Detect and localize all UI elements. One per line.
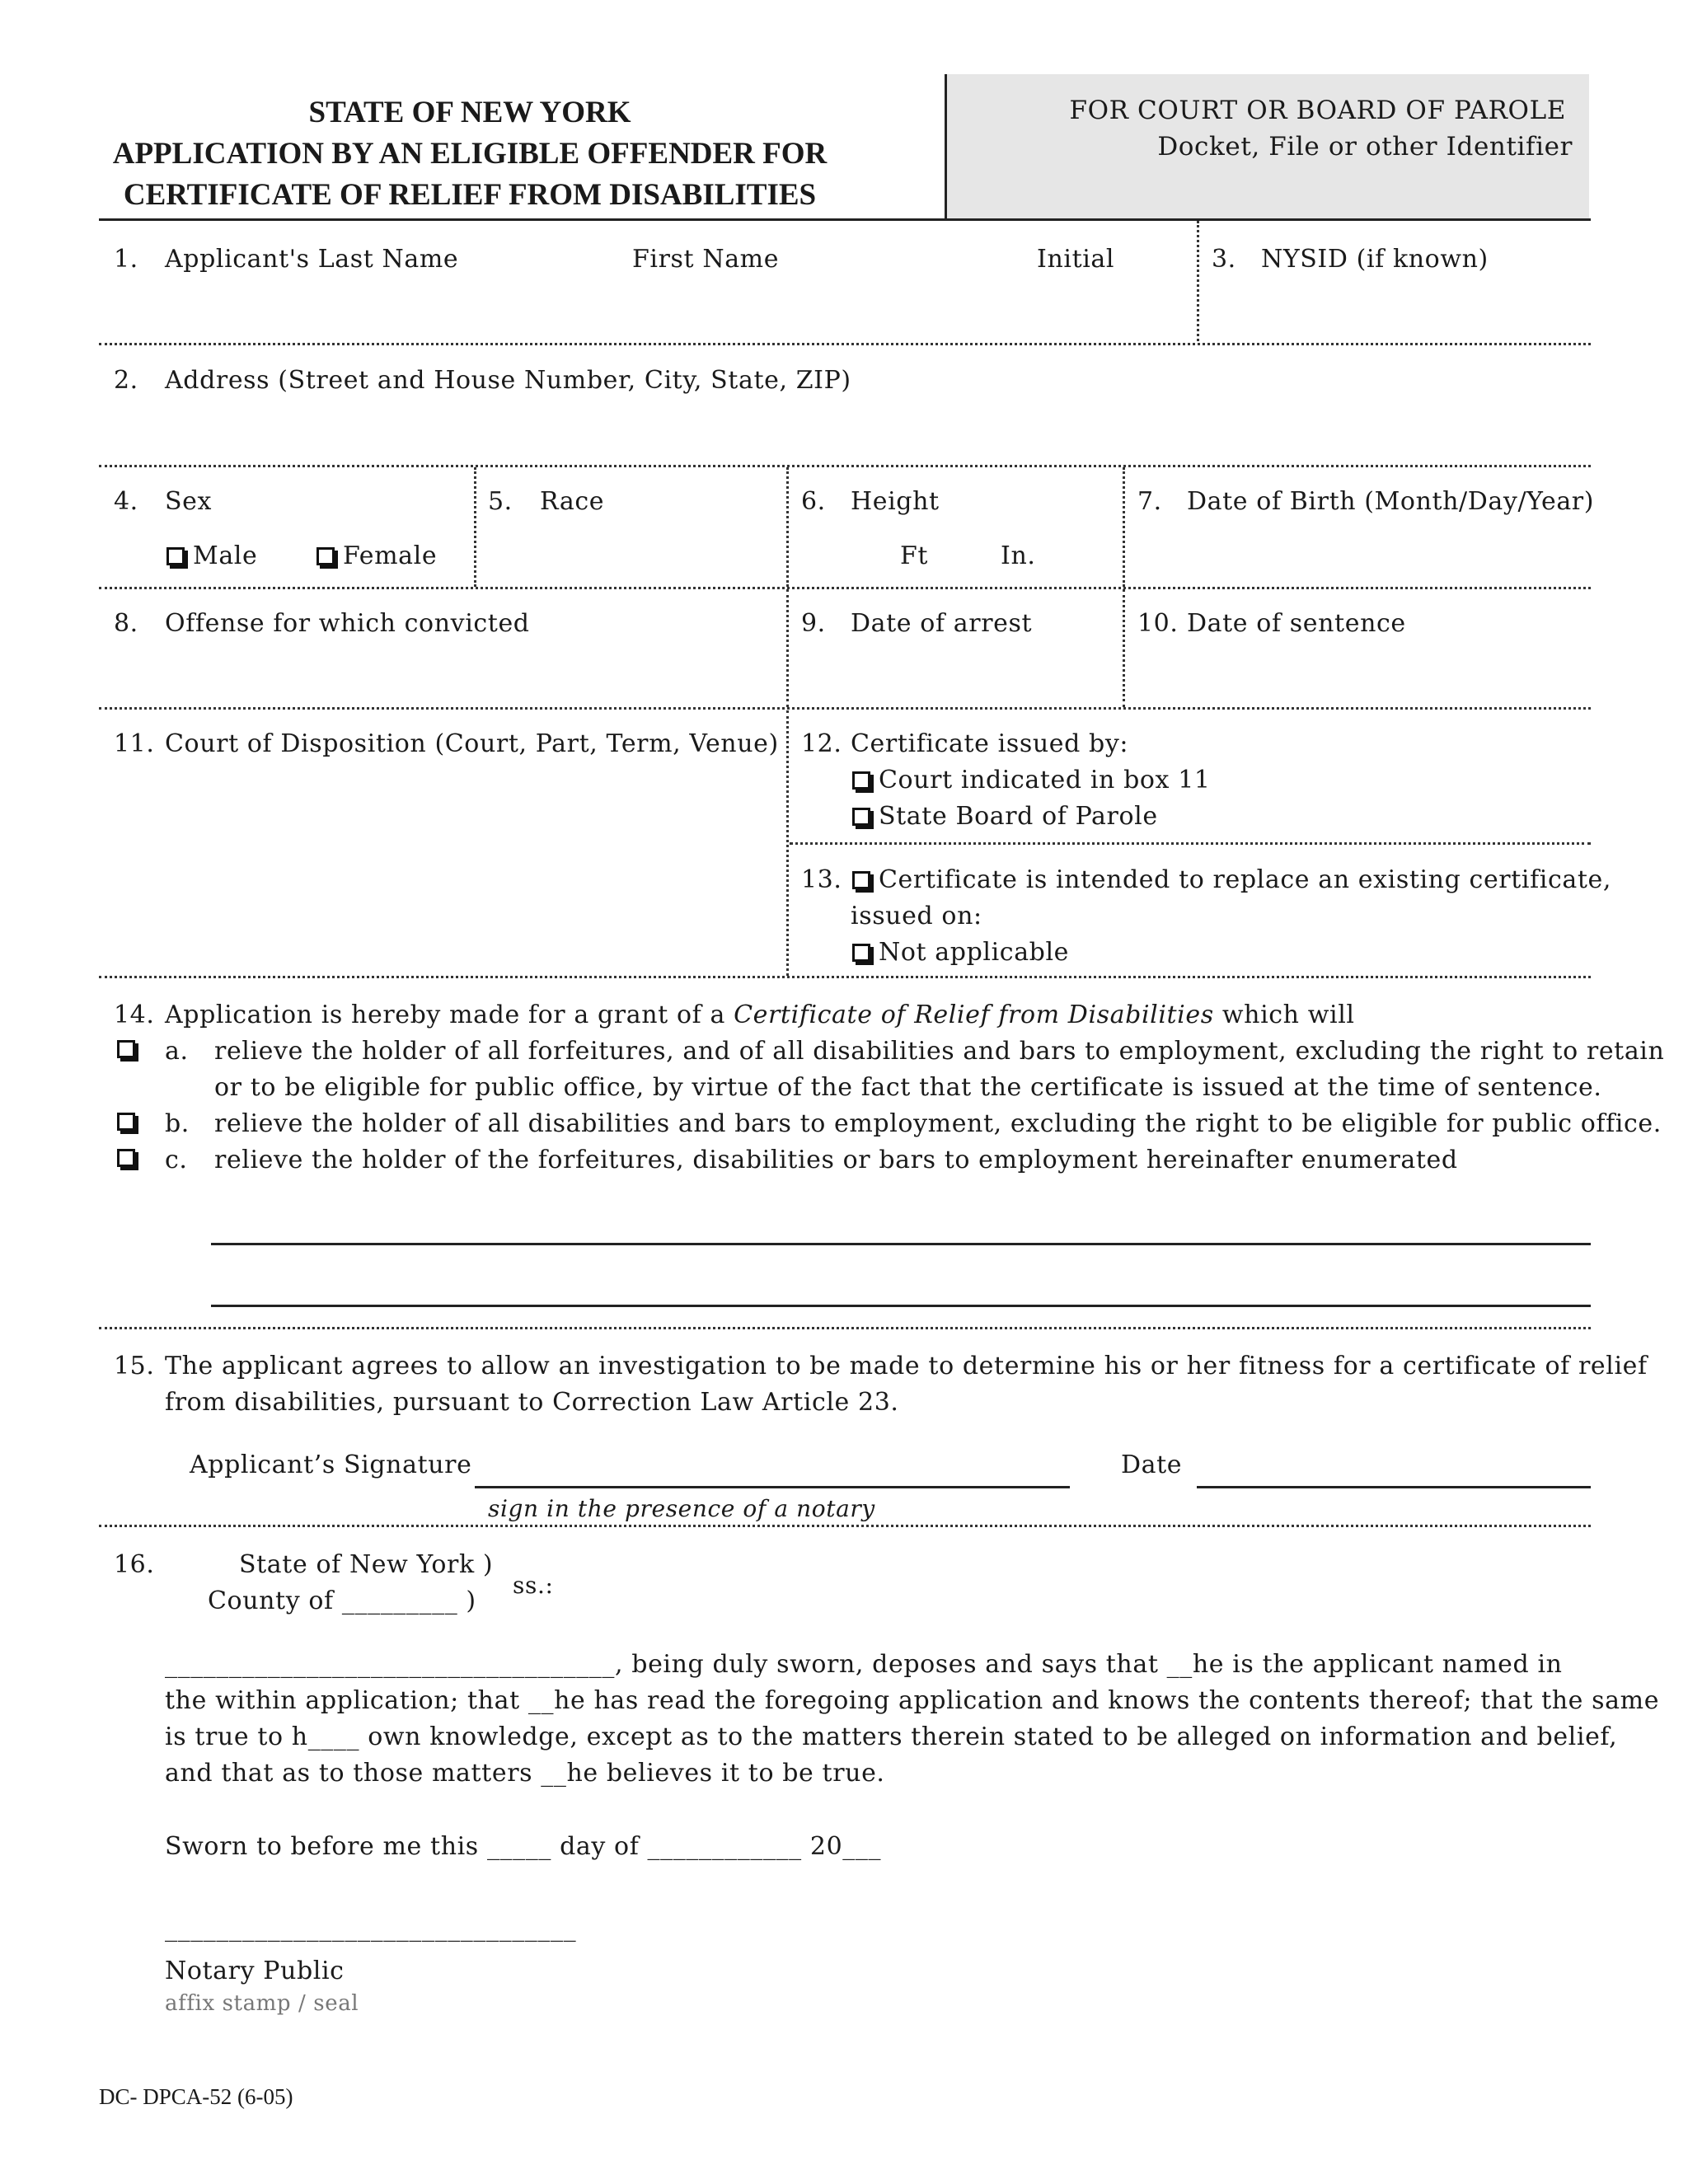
stamp-seal-note: affix stamp / seal xyxy=(165,1991,359,2016)
affidavit-line-1: ___________________________________, being duly sworn, deposes and says that __he is the applicant named in xyxy=(165,1650,1563,1679)
date-of-arrest-label: Date of arrest xyxy=(851,609,1033,638)
field-11-number: 11. xyxy=(114,729,155,758)
section-15-line1: The applicant agrees to allow an investigation to be made to determine his or her fitness for a certificate of relief xyxy=(165,1352,1648,1380)
height-in-label: In. xyxy=(1001,541,1036,570)
issued-on-label: issued on: xyxy=(851,902,982,930)
option-b-checkbox[interactable] xyxy=(117,1113,135,1131)
nysid-label: NYSID (if known) xyxy=(1261,245,1489,274)
parole-option-label: State Board of Parole xyxy=(879,802,1158,831)
court-box-title: FOR COURT OR BOARD OF PAROLE xyxy=(1069,96,1566,125)
option-a-text-line2: or to be eligible for public office, by virtue of the fact that the certificate is issued at the time of sentence. xyxy=(214,1073,1602,1102)
option-a-checkbox[interactable] xyxy=(117,1040,135,1058)
court-checkbox[interactable] xyxy=(852,771,870,790)
intro-italic: Certificate of Relief from Disabilities xyxy=(734,1001,1214,1029)
divider xyxy=(99,343,1591,345)
replace-certificate-label: Certificate is intended to replace an existing certificate, xyxy=(879,865,1612,894)
offense-label: Offense for which convicted xyxy=(165,609,530,638)
issued-by-court-option[interactable] xyxy=(852,762,1211,799)
field-3-number: 3. xyxy=(1212,245,1236,274)
divider xyxy=(99,707,1591,710)
form-title-line3: CERTIFICATE OF RELIEF FROM DISABILITIES xyxy=(123,178,817,212)
sex-male-option[interactable] xyxy=(166,538,257,574)
section-16-number: 16. xyxy=(114,1550,155,1579)
field-4-number: 4. xyxy=(114,487,138,516)
divider xyxy=(786,467,789,587)
male-label: Male xyxy=(193,541,258,570)
field-12-number: 12. xyxy=(801,729,842,758)
address-field[interactable] xyxy=(99,346,1591,463)
divider xyxy=(99,976,1591,978)
address-label: Address (Street and House Number, City, State, ZIP) xyxy=(165,366,851,395)
section-15-number: 15. xyxy=(114,1352,155,1380)
intro-post: which will xyxy=(1213,1001,1355,1029)
enumerated-line-1[interactable] xyxy=(211,1243,1591,1245)
venue-state: State of New York ) xyxy=(239,1550,494,1579)
field-13-number: 13. xyxy=(801,865,842,894)
issued-by-parole-option[interactable] xyxy=(852,799,1158,835)
section-14-number: 14. xyxy=(114,1001,155,1029)
applicant-name-field[interactable] xyxy=(99,221,1195,341)
option-a-letter: a. xyxy=(165,1037,189,1066)
divider xyxy=(474,467,476,587)
divider xyxy=(786,589,789,707)
intro-pre: Application is hereby made for a grant of a xyxy=(165,1001,734,1029)
court-identifier-box[interactable] xyxy=(946,74,1589,218)
applicant-signature-label: Applicant’s Signature xyxy=(190,1451,472,1479)
notary-signature-line[interactable]: ________________________________ xyxy=(165,1914,577,1943)
date-of-birth-label: Date of Birth (Month/Day/Year) xyxy=(1187,487,1595,516)
court-option-label: Court indicated in box 11 xyxy=(879,766,1211,794)
header-vertical-divider xyxy=(945,74,947,221)
male-checkbox[interactable] xyxy=(166,547,185,565)
height-field[interactable] xyxy=(790,467,1121,587)
female-checkbox[interactable] xyxy=(316,547,335,565)
option-c-text: relieve the holder of the forfeitures, disabilities or bars to employment hereinafter enumerated xyxy=(214,1146,1458,1174)
date-label: Date xyxy=(1121,1451,1183,1479)
form-title-state: STATE OF NEW YORK xyxy=(308,96,631,129)
not-applicable-label: Not applicable xyxy=(879,938,1070,967)
option-b-letter: b. xyxy=(165,1109,190,1138)
field-2-number: 2. xyxy=(114,366,138,395)
date-of-arrest-field[interactable] xyxy=(790,589,1121,707)
option-b-text: relieve the holder of all disabilities and bars to employment, excluding the right to be eligible for public office. xyxy=(214,1109,1662,1138)
applicant-last-name-label: Applicant's Last Name xyxy=(165,245,459,274)
sex-female-option[interactable] xyxy=(316,538,437,574)
affidavit-line-4: and that as to those matters __he believes it to be true. xyxy=(165,1759,885,1788)
field-7-number: 7. xyxy=(1137,487,1162,516)
divider xyxy=(99,1327,1591,1329)
field-9-number: 9. xyxy=(801,609,826,638)
field-10-number: 10. xyxy=(1137,609,1179,638)
form-title-line2: APPLICATION BY AN ELIGIBLE OFFENDER FOR xyxy=(112,137,828,171)
field-8-number: 8. xyxy=(114,609,138,638)
first-name-label: First Name xyxy=(632,245,780,274)
section-14-intro xyxy=(165,997,1355,1033)
height-ft-label: Ft xyxy=(900,541,929,570)
affidavit-line-3: is true to h____ own knowledge, except as to the matters therein stated to be alleged on information and belief, xyxy=(165,1722,1618,1751)
not-applicable-option[interactable] xyxy=(852,935,1069,971)
female-label: Female xyxy=(343,541,438,570)
option-c-letter: c. xyxy=(165,1146,188,1174)
initial-label: Initial xyxy=(1037,245,1115,274)
replace-certificate-option[interactable] xyxy=(852,862,1611,898)
date-of-sentence-label: Date of sentence xyxy=(1187,609,1406,638)
notary-public-label: Notary Public xyxy=(165,1957,345,1985)
venue-county: County of _________ ) xyxy=(208,1586,476,1615)
height-label: Height xyxy=(851,487,940,516)
replace-certificate-checkbox[interactable] xyxy=(852,871,870,889)
race-field[interactable] xyxy=(478,467,783,587)
field-1-number: 1. xyxy=(114,245,138,274)
nysid-field[interactable] xyxy=(1200,221,1591,341)
enumerated-line-2[interactable] xyxy=(211,1305,1591,1307)
divider xyxy=(99,1525,1591,1527)
date-of-birth-field[interactable] xyxy=(1126,467,1591,587)
ss-label: ss.: xyxy=(513,1572,554,1599)
court-of-disposition-field[interactable] xyxy=(99,710,783,974)
form-id: DC- DPCA-52 (6-05) xyxy=(99,2084,293,2109)
section-15-line2: from disabilities, pursuant to Correction Law Article 23. xyxy=(165,1388,899,1417)
not-applicable-checkbox[interactable] xyxy=(852,944,870,962)
divider xyxy=(790,842,1591,845)
divider xyxy=(1123,589,1125,707)
parole-checkbox[interactable] xyxy=(852,808,870,826)
applicant-signature-line[interactable] xyxy=(475,1486,1070,1488)
sign-note: sign in the presence of a notary xyxy=(488,1495,875,1522)
field-6-number: 6. xyxy=(801,487,826,516)
race-label: Race xyxy=(540,487,605,516)
divider xyxy=(1197,221,1199,341)
court-box-subtitle: Docket, File or other Identifier xyxy=(1157,132,1573,162)
offense-field[interactable] xyxy=(99,589,783,707)
option-c-checkbox[interactable] xyxy=(117,1149,135,1167)
divider xyxy=(1123,467,1125,587)
sworn-statement: Sworn to before me this _____ day of ____________ 20___ xyxy=(165,1832,882,1861)
option-a-text-line1: relieve the holder of all forfeitures, and of all disabilities and bars to employment, excluding the right to retain xyxy=(214,1037,1665,1066)
divider xyxy=(786,710,789,976)
field-5-number: 5. xyxy=(488,487,513,516)
certificate-issued-by-label: Certificate issued by: xyxy=(851,729,1129,758)
affidavit-line-2: the within application; that __he has read the foregoing application and knows the contents thereof; that the same xyxy=(165,1686,1660,1715)
court-of-disposition-label: Court of Disposition (Court, Part, Term, Venue) xyxy=(165,729,779,758)
signature-date-line[interactable] xyxy=(1197,1486,1591,1488)
sex-label: Sex xyxy=(165,487,213,516)
date-of-sentence-field[interactable] xyxy=(1126,589,1591,707)
